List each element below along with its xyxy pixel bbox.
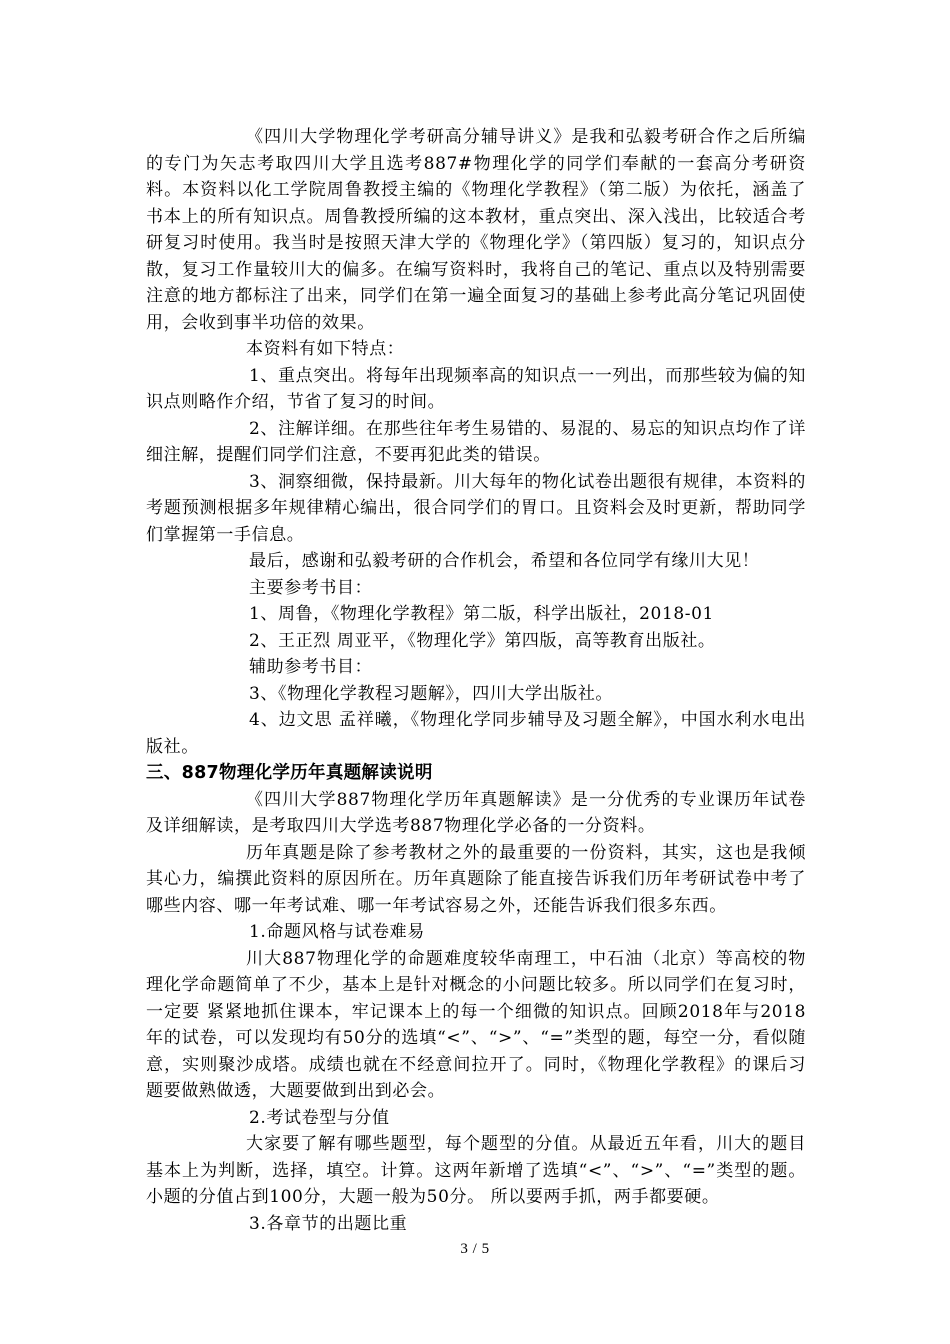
intro-paragraph: 《四川大学物理化学考研高分辅导讲义》是我和弘毅考研合作之后所编的专门为矢志考取四川大学且选考887#物理化学的同学们奉献的一套高分考研资料。本资料以化工学院周鲁教授主编的《物理化学教程》（第二版）为依托，涵盖了书本上的所有知识点。周鲁教授所编的这本教材，重点突出、深入浅出，比较适合考研复习时使用。我当时是按照天津大学的《物理化学》（第四版）复习的，知识点分散，复习工作量较川大的偏多。在编写资料时，我将自己的笔记、重点以及特别需要注意的地方都标注了出来，同学们在第一遍全面复习的基础上参考此高分笔记巩固使用，会收到事半功倍的效果。 <box>146 127 806 333</box>
history-paragraph: 历年真题是除了参考教材之外的最重要的一份资料，其实，这也是我倾其心力，编撰此资料的原因所在。历年真题除了能直接告诉我们历年考研试卷中考了哪些内容、哪一年考试难、哪一年考试容易之外，还能告诉我们很多东西。 <box>146 842 806 916</box>
subsection-1-body: 川大887物理化学的命题难度较华南理工，中石油（北京）等高校的物理化学命题简单了不少，基本上是针对概念的小问题比较多。所以同学们在复习时，一定要 紧紧地抓住课本，牢记课本上的每一个细微的知识点。回顾2018年与2018年的试卷，可以发现均有50分的选填“<”、“>”、“=”类型的题，每空一分，看似随意，实则聚沙成塔。成绩也就在不经意间拉开了。同时，《物理化学教程》的课后习题要做熟做透，大题要做到出到必会。 <box>146 948 806 1101</box>
subsection-1-title: 1.命题风格与试卷难易 <box>249 922 425 942</box>
reference-4: 4、边文思 孟祥曦，《物理化学同步辅导及习题全解》，中国水利水电出版社。 <box>146 710 806 757</box>
thanks-line: 最后，感谢和弘毅考研的合作机会，希望和各位同学有缘川大见！ <box>249 551 760 571</box>
section-heading: 三、887物理化学历年真题解读说明 <box>146 763 433 783</box>
page-body <box>146 124 806 1237</box>
feature-3: 3、洞察细微，保持最新。川大每年的物化试卷出题很有规律，本资料的考题预测根据多年规律精心编出，很合同学们的胃口。且资料会及时更新，帮助同学们掌握第一手信息。 <box>146 471 807 545</box>
section-intro: 《四川大学887物理化学历年真题解读》是一分优秀的专业课历年试卷及详细解读，是考取四川大学选考887物理化学必备的一分资料。 <box>146 789 806 836</box>
feature-1: 1、重点突出。将每年出现频率高的知识点一一列出，而那些较为偏的知识点则略作介绍，节省了复习的时间。 <box>146 365 807 412</box>
features-intro: 本资料有如下特点： <box>246 339 405 359</box>
subsection-3-title: 3.各章节的出题比重 <box>249 1213 408 1234</box>
feature-2: 2、注解详细。在那些往年考生易错的、易混的、易忘的知识点均作了详细注解，提醒们同学们注意，不要再犯此类的错误。 <box>146 418 807 465</box>
subsection-2-title: 2.考试卷型与分值 <box>249 1107 390 1128</box>
subsection-2-body: 大家要了解有哪些题型，每个题型的分值。从最近五年看，川大的题目基本上为判断，选择，填空。计算。这两年新增了选填“<”、“>”、“=”类型的题。小题的分值占到100分，大题一般为50分。 所以要两手抓，两手都要硬。 <box>146 1134 806 1207</box>
aux-refs-title: 辅助参考书目： <box>249 657 373 677</box>
reference-1: 1、周鲁，《物理化学教程》第二版，科学出版社，2018-01 <box>249 604 714 624</box>
page-number: 3 / 5 <box>460 1241 490 1257</box>
reference-3: 3、《物理化学教程习题解》，四川大学出版社。 <box>249 683 614 704</box>
main-refs-title: 主要参考书目： <box>249 577 373 598</box>
reference-2: 2、王正烈 周亚平，《物理化学》第四版，高等教育出版社。 <box>249 630 716 651</box>
